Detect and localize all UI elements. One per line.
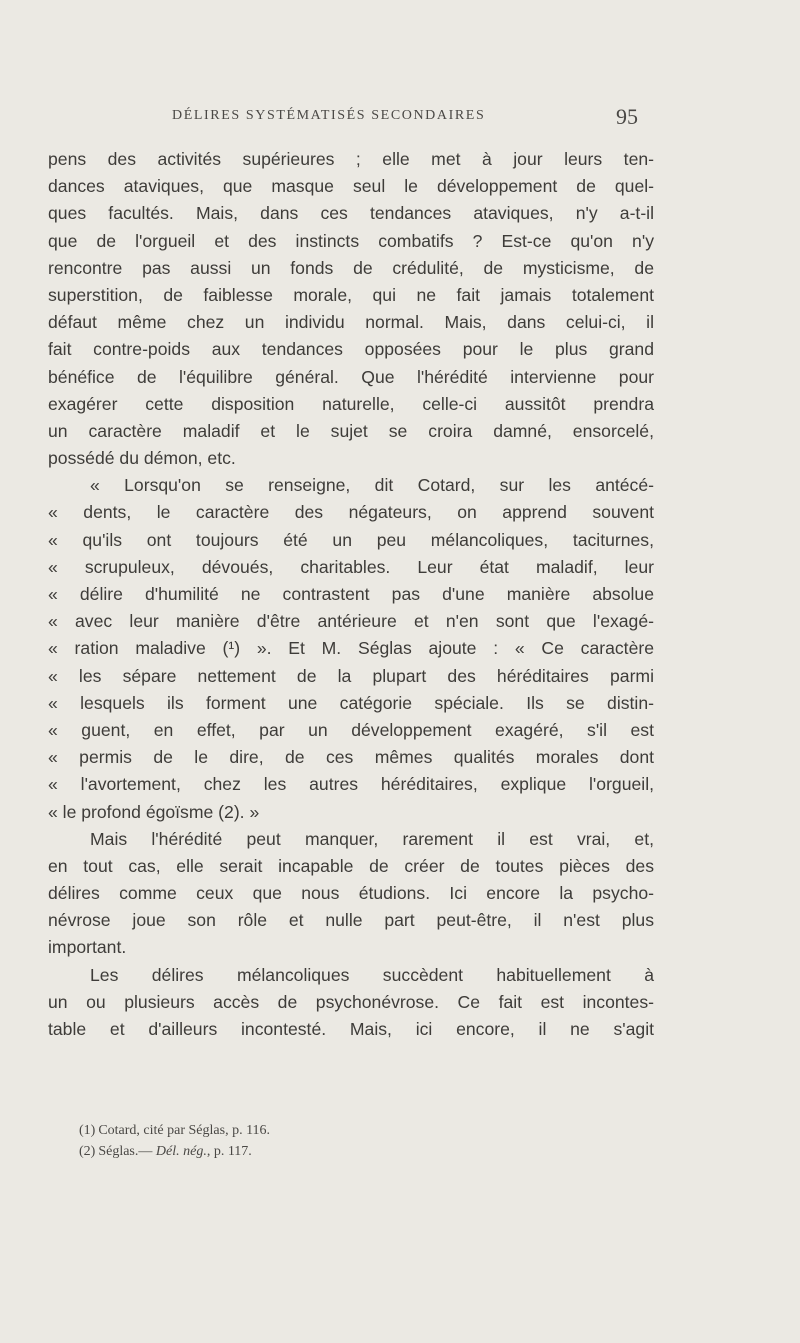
text-line: névrose joue son rôle et nulle part peut-être, il n'est plus [48,910,654,931]
quote-line: « permis de le dire, de ces mêmes qualités morales dont [48,747,654,768]
text-line: délires comme ceux que nous étudions. Ici encore la psycho- [48,883,654,904]
text-line: un caractère maladif et le sujet se croira damné, ensorcelé, [48,420,654,441]
footnote-2 [79,1141,579,1162]
footnote-text: Séglas.— [98,1144,156,1159]
running-head [0,104,800,128]
text-line: possédé du démon, etc. [48,448,236,469]
text-line: fait contre-poids aux tendances opposées pour le plus grand [48,339,654,360]
footnote-marker: (2) [79,1144,96,1159]
quote-line: « dents, le caractère des négateurs, on apprend souvent [48,502,654,523]
text-line: Mais l'hérédité peut manquer, rarement il est vrai, et, [90,828,654,849]
text-line: en tout cas, elle serait incapable de créer de toutes pièces des [48,855,654,876]
footnote-marker: (1) [79,1123,96,1138]
text-line: bénéfice de l'équilibre général. Que l'hérédité intervienne pour [48,366,654,387]
page-number: 95 [616,104,638,129]
quote-line: « qu'ils ont toujours été un peu mélancoliques, taciturnes, [48,529,654,550]
quote-line: « ration maladive (¹) ». Et M. Séglas ajoute : « Ce caractère [48,638,654,659]
footnotes [79,1120,579,1162]
text-line: table et d'ailleurs incontesté. Mais, ici encore, il ne s'agit [48,1019,654,1039]
footnote-text: Cotard, cité par Séglas, p. 116. [98,1123,271,1138]
quote-line: « guent, en effet, par un développement exagéré, s'il est [48,719,654,740]
quote-line: « le profond égoïsme (2). » [48,801,260,822]
footnote-page: , p. 117. [206,1144,252,1159]
text-line: un ou plusieurs accès de psychonévrose. Ce fait est incontes- [48,991,654,1012]
text-line: important. [48,937,127,958]
text-line: pens des activités supérieures ; elle met à jour leurs ten- [48,149,654,169]
text-line: rencontre pas aussi un fonds de crédulité, de mysticisme, de [48,257,654,278]
quote-line: « scrupuleux, dévoués, charitables. Leur état maladif, leur [48,556,654,577]
footnote-1 [79,1120,579,1141]
text-line: superstition, de faiblesse morale, qui ne fait jamais totalement [48,284,654,305]
running-title: DÉLIRES SYSTÉMATISÉS SECONDAIRES [172,108,486,123]
quote-line: « avec leur manière d'être antérieure et n'en sont que l'exagé- [48,611,654,632]
quote-line: « lesquels ils forment une catégorie spéciale. Ils se distin- [48,692,654,713]
quote-line: « délire d'humilité ne contrastent pas d'une manière absolue [48,584,654,604]
text-line: défaut même chez un individu normal. Mais, dans celui-ci, il [48,312,654,333]
body-text [48,146,654,1043]
text-line: Les délires mélancoliques succèdent habituellement à [90,964,654,985]
text-line: que de l'orgueil et des instincts combatifs ? Est-ce qu'on n'y [48,230,654,251]
text-line: ques facultés. Mais, dans ces tendances ataviques, n'y a-t-il [48,203,654,224]
quote-line: « l'avortement, chez les autres héréditaires, explique l'orgueil, [48,774,654,795]
text-line: dances ataviques, que masque seul le développement de quel- [48,176,654,197]
quote-line: « Lorsqu'on se renseigne, dit Cotard, sur les antécé- [90,475,654,496]
quote-line: « les sépare nettement de la plupart des héréditaires parmi [48,665,654,686]
footnote-title: Dél. nég. [155,1144,207,1159]
text-line: exagérer cette disposition naturelle, celle-ci aussitôt prendra [48,393,654,414]
